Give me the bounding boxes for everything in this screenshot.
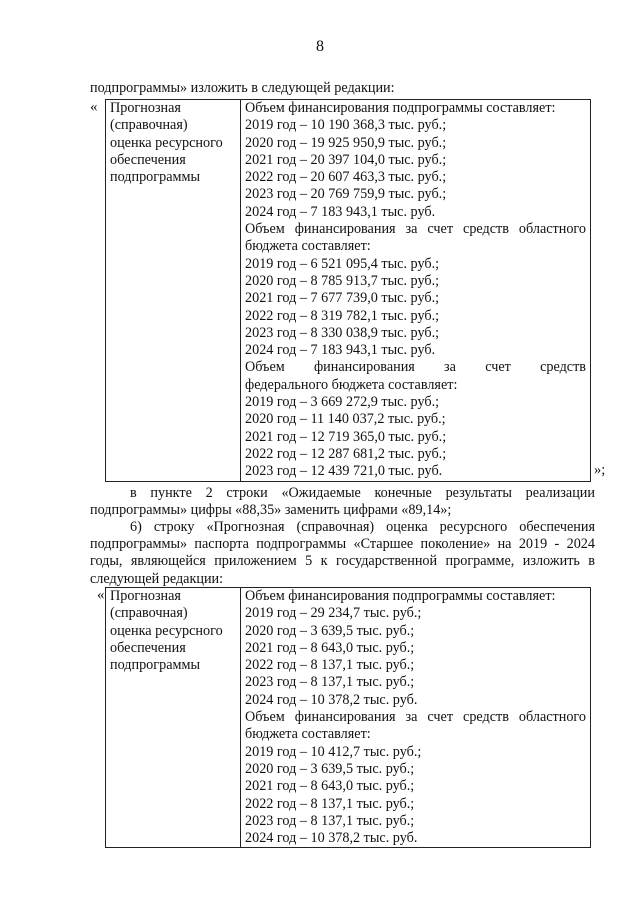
- table1.right_cell-line: 2021 год – 20 397 104,0 тыс. руб.;: [245, 151, 447, 168]
- table1.right_cell-line: 2020 год – 8 785 913,7 тыс. руб.;: [245, 272, 440, 289]
- table1.right_cell-line: 2022 год – 12 287 681,2 тыс. руб.;: [245, 445, 447, 462]
- funding-table-2: [105, 587, 591, 848]
- table1.right_cell-line: федерального бюджета составляет:: [245, 376, 458, 393]
- table2.right_cell-line: 2020 год – 3 639,5 тыс. руб.;: [245, 622, 415, 639]
- table1.right_cell-line: Объем финансирования подпрограммы составляет:: [245, 100, 556, 116]
- table1.right_cell-line: 2021 год – 7 677 739,0 тыс. руб.;: [245, 290, 440, 307]
- table1.right_cell-line: Объем финансирования за счет средств: [245, 359, 586, 376]
- table1.left_cell-line: оценка ресурсного: [110, 134, 223, 151]
- funding-table-1: [105, 99, 591, 482]
- closing-quote-1: »;: [594, 462, 606, 478]
- table1.right_cell-line: 2020 год – 11 140 037,2 тыс. руб.;: [245, 411, 446, 428]
- table1.right_cell-line: бюджета составляет:: [245, 238, 371, 255]
- table2.right_cell-line: бюджета составляет:: [245, 726, 371, 743]
- table2.right_cell-line: 2019 год – 10 412,7 тыс. руб.;: [245, 743, 422, 760]
- table2.right_cell-line: 2020 год – 3 639,5 тыс. руб.;: [245, 760, 415, 777]
- table1.right_cell-line: 2022 год – 8 319 782,1 тыс. руб.;: [245, 307, 440, 324]
- table1.right_cell-line: 2021 год – 12 719 365,0 тыс. руб.;: [245, 428, 447, 445]
- table1.right_cell-line: 2023 год – 20 769 759,9 тыс. руб.;: [245, 186, 447, 203]
- table1.right_cell-line: 2023 год – 12 439 721,0 тыс. руб.: [245, 463, 443, 480]
- table2.left_cell-line: обеспечения: [110, 639, 186, 656]
- table2.right_cell-line: Объем финансирования за счет средств областного: [245, 709, 586, 726]
- table2.right_cell-line: 2019 год – 29 234,7 тыс. руб.;: [245, 605, 422, 622]
- table2.right_cell-line: 2022 год – 8 137,1 тыс. руб.;: [245, 795, 415, 812]
- table1.left_cell-line: (справочная): [110, 117, 188, 134]
- table2.left_cell-line: оценка ресурсного: [110, 622, 223, 639]
- table1.right_cell-line: 2023 год – 8 330 038,9 тыс. руб.;: [245, 324, 440, 341]
- table1.right_cell-line: 2019 год – 6 521 095,4 тыс. руб.;: [245, 255, 440, 272]
- table2.right_cell-line: 2021 год – 8 643,0 тыс. руб.;: [245, 778, 415, 795]
- table1-label-cell: [106, 100, 241, 482]
- table1-values-cell: [241, 100, 591, 482]
- table1.right_cell-line: 2019 год – 10 190 368,3 тыс. руб.;: [245, 117, 447, 134]
- table2.right_cell-line: 2024 год – 10 378,2 тыс. руб.: [245, 830, 418, 847]
- table2-values-cell: [241, 588, 591, 848]
- table2.right_cell-line: 2021 год – 8 643,0 тыс. руб.;: [245, 639, 415, 656]
- table2.left_cell-line: (справочная): [110, 605, 188, 622]
- opening-quote-2: «: [97, 587, 105, 603]
- paragraph-6: 6) строку «Прогнозная (справочная) оценка ресурсного обеспечения подпрограммы» паспорта подпрограммы «Старшее поколение» на 2019 - 2024 годы, являющейся приложением 5 к государственной программе, изложить в следующей редакции:: [90, 519, 595, 587]
- intro-line: подпрограммы» изложить в следующей редакции:: [90, 80, 395, 96]
- table1.left_cell-line: подпрограммы: [110, 169, 200, 186]
- table1.right_cell-line: Объем финансирования за счет средств областного: [245, 221, 586, 238]
- table1.left_cell-line: Прогнозная: [110, 100, 181, 116]
- table2.right_cell-line: 2022 год – 8 137,1 тыс. руб.;: [245, 657, 415, 674]
- page-number: 8: [316, 38, 324, 55]
- table1.right_cell-line: 2020 год – 19 925 950,9 тыс. руб.;: [245, 134, 447, 151]
- table2.right_cell-line: 2023 год – 8 137,1 тыс. руб.;: [245, 674, 415, 691]
- table2.left_cell-line: Прогнозная: [110, 588, 181, 604]
- table2.right_cell-line: 2024 год – 10 378,2 тыс. руб.: [245, 691, 418, 708]
- opening-quote-1: «: [90, 99, 98, 115]
- table1.right_cell-line: 2022 год – 20 607 463,3 тыс. руб.;: [245, 169, 447, 186]
- table2-label-cell: [106, 588, 241, 848]
- table1.left_cell-line: обеспечения: [110, 151, 186, 168]
- table1.right_cell-line: 2019 год – 3 669 272,9 тыс. руб.;: [245, 394, 440, 411]
- paragraph-item-2: в пункте 2 строки «Ожидаемые конечные результаты реализации подпрограммы» цифры «88,35» заменить цифрами «89,14»;: [90, 485, 595, 519]
- table2.left_cell-line: подпрограммы: [110, 657, 200, 674]
- table2.right_cell-line: 2023 год – 8 137,1 тыс. руб.;: [245, 812, 415, 829]
- table1.right_cell-line: 2024 год – 7 183 943,1 тыс. руб.: [245, 203, 436, 220]
- table1.right_cell-line: 2024 год – 7 183 943,1 тыс. руб.: [245, 342, 436, 359]
- table2.right_cell-line: Объем финансирования подпрограммы составляет:: [245, 588, 556, 604]
